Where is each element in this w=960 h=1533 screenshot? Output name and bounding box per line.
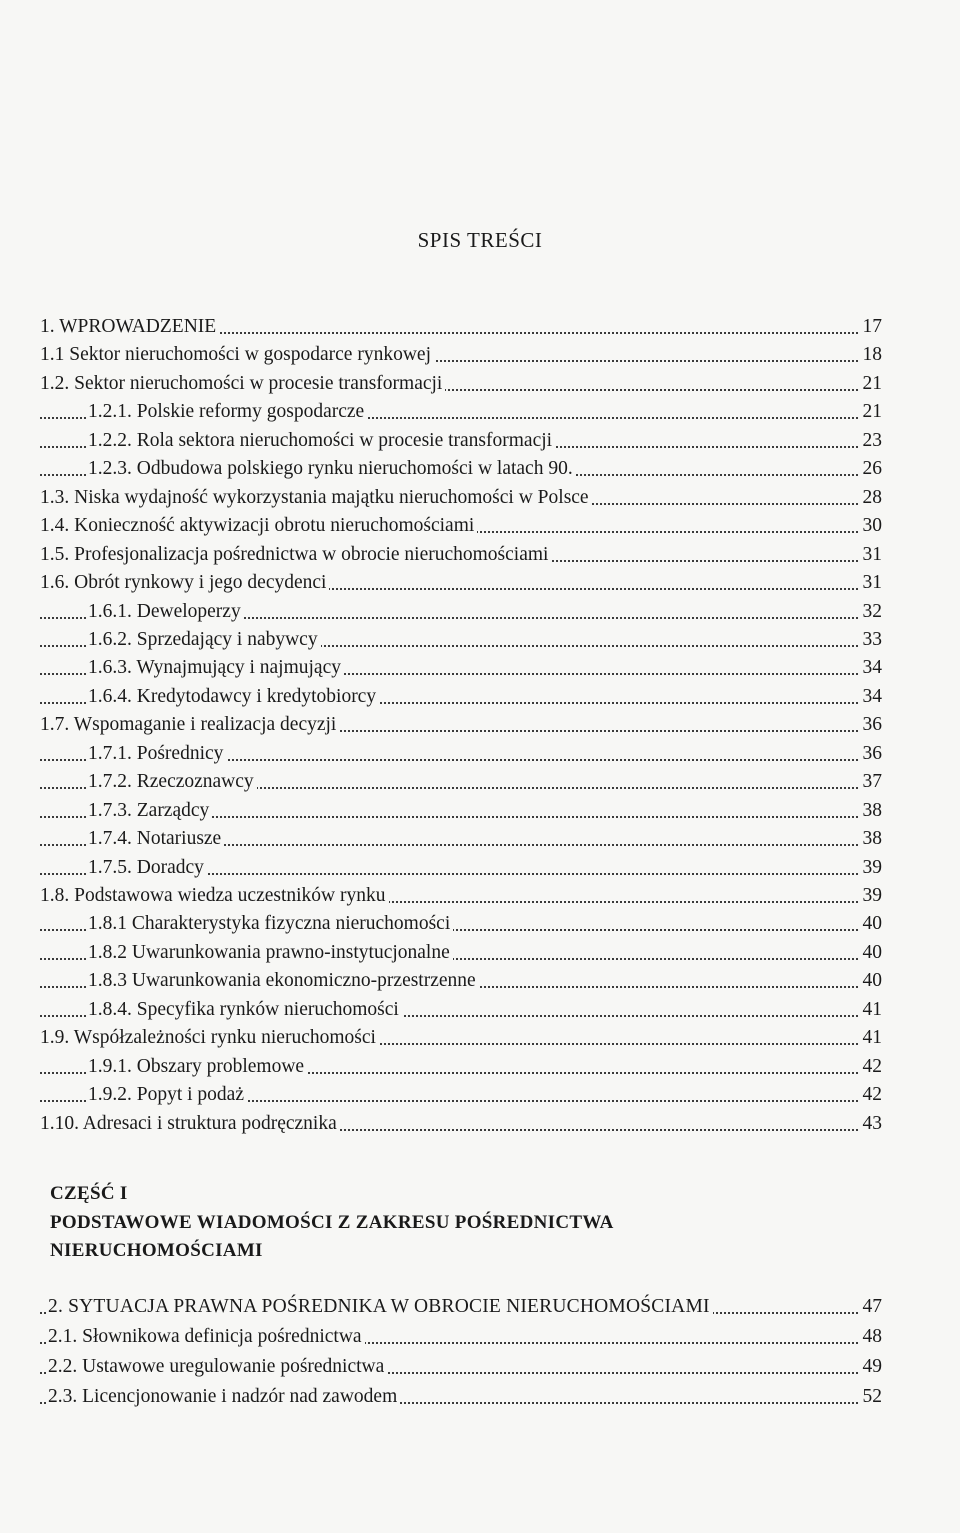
toc-entry xyxy=(0,655,960,681)
toc-entry xyxy=(0,968,960,994)
toc-entry-page: 41 xyxy=(860,1025,883,1051)
toc-entry-label: 2.1. Słownikowa definicja pośrednictwa xyxy=(48,1324,365,1350)
toc-entry-label: 1.7.5. Doradcy xyxy=(88,855,207,881)
toc-entry xyxy=(0,911,960,937)
toc-entry xyxy=(0,1082,960,1108)
part-heading-number: CZĘŚĆ I xyxy=(50,1183,128,1204)
toc-entry xyxy=(0,769,960,795)
toc-entry-page: 18 xyxy=(860,342,883,368)
toc-entry-label: 1.2.1. Polskie reformy gospodarcze xyxy=(88,399,367,425)
toc-entry-page: 32 xyxy=(860,599,883,625)
toc-entry-label: 1.6.3. Wynajmujący i najmujący xyxy=(88,655,344,681)
toc-entry xyxy=(0,456,960,482)
toc-entry-page: 41 xyxy=(860,997,883,1023)
toc-entry-label: 1.3. Niska wydajność wykorzystania majątku nieruchomości w Polsce xyxy=(40,485,592,511)
toc-entry-page: 37 xyxy=(860,769,883,795)
toc-entry-label: 1.1 Sektor nieruchomości w gospodarce rynkowej xyxy=(40,342,434,368)
toc-entry-page: 17 xyxy=(860,314,883,340)
toc-entry-page: 52 xyxy=(860,1384,883,1410)
toc-entry-label: 1.7.3. Zarządcy xyxy=(88,798,212,824)
toc-entry-page: 38 xyxy=(860,798,883,824)
toc-entry-label: 1.8.2 Uwarunkowania prawno-instytucjonalne xyxy=(88,940,453,966)
toc-entry-page: 36 xyxy=(860,741,883,767)
toc-entry-label: 1.10. Adresaci i struktura podręcznika xyxy=(40,1111,340,1137)
toc-entry-page: 26 xyxy=(860,456,883,482)
toc-entry-label: 1.8. Podstawowa wiedza uczestników rynku xyxy=(40,883,389,909)
toc-entry xyxy=(0,712,960,738)
toc-entry xyxy=(0,826,960,852)
toc-entry-page: 31 xyxy=(860,570,883,596)
toc-entry-page: 48 xyxy=(860,1324,883,1350)
toc-entry xyxy=(0,428,960,454)
toc-entry-label: 1.6. Obrót rynkowy i jego decydenci xyxy=(40,570,329,596)
toc-entry xyxy=(0,570,960,596)
part-heading-title-cont: NIERUCHOMOŚCIAMI xyxy=(50,1240,263,1261)
toc-entry xyxy=(0,940,960,966)
toc-entry xyxy=(0,599,960,625)
toc-entry-page: 36 xyxy=(860,712,883,738)
toc-entry xyxy=(0,1294,960,1320)
toc-entry-label: 1.7.2. Rzeczoznawcy xyxy=(88,769,257,795)
toc-entry xyxy=(0,314,960,340)
toc-entry xyxy=(0,513,960,539)
toc-entry xyxy=(0,798,960,824)
toc-entry xyxy=(0,627,960,653)
toc-entry-label: 1.7.1. Pośrednicy xyxy=(88,741,226,767)
toc-entry-page: 42 xyxy=(860,1054,883,1080)
toc-entry xyxy=(0,1111,960,1137)
toc-entry-page: 43 xyxy=(860,1111,883,1137)
toc-entry-page: 30 xyxy=(860,513,883,539)
toc-entry-label: 1.2. Sektor nieruchomości w procesie transformacji xyxy=(40,371,445,397)
toc-entry-page: 28 xyxy=(860,485,883,511)
toc-entry-label: 1.2.2. Rola sektora nieruchomości w procesie transformacji xyxy=(88,428,555,454)
toc-entry-label: 1.6.2. Sprzedający i nabywcy xyxy=(88,627,321,653)
toc-entry-label: 1.7. Wspomaganie i realizacja decyzji xyxy=(40,712,339,738)
toc-entry-label: 2.3. Licencjonowanie i nadzór nad zawodem xyxy=(48,1384,400,1410)
toc-entry-page: 38 xyxy=(860,826,883,852)
toc-entry xyxy=(0,399,960,425)
toc-entry-page: 39 xyxy=(860,855,883,881)
toc-entry-label: 1.6.1. Deweloperzy xyxy=(88,599,244,625)
toc-entry xyxy=(0,1384,960,1410)
toc-entry-page: 40 xyxy=(860,940,883,966)
toc-entry-page: 21 xyxy=(860,399,883,425)
toc-entry xyxy=(0,883,960,909)
toc-entry-label: 1.9.2. Popyt i podaż xyxy=(88,1082,247,1108)
part-heading-title: PODSTAWOWE WIADOMOŚCI Z ZAKRESU POŚREDNICTWA xyxy=(50,1212,614,1233)
toc-entry-label: 1.9. Współzależności rynku nieruchomości xyxy=(40,1025,379,1051)
toc-entry xyxy=(0,485,960,511)
toc-entry xyxy=(0,1025,960,1051)
toc-entry-page: 34 xyxy=(860,684,883,710)
toc-entry-page: 31 xyxy=(860,542,883,568)
toc-entry-page: 23 xyxy=(860,428,883,454)
toc-entry xyxy=(0,684,960,710)
toc-entry-page: 40 xyxy=(860,911,883,937)
toc-entry-label: 1.7.4. Notariusze xyxy=(88,826,224,852)
toc-entry-label: 1.4. Konieczność aktywizacji obrotu nieruchomościami xyxy=(40,513,477,539)
toc-entry-label: 1.8.1 Charakterystyka fizyczna nieruchomości xyxy=(88,911,453,937)
toc-entry-label: 2.2. Ustawowe uregulowanie pośrednictwa xyxy=(48,1354,387,1380)
toc-entry-label: 1.5. Profesjonalizacja pośrednictwa w obrocie nieruchomościami xyxy=(40,542,551,568)
toc-entry-label: 1.8.4. Specyfika rynków nieruchomości xyxy=(88,997,402,1023)
toc-entry-label: 1.8.3 Uwarunkowania ekonomiczno-przestrzenne xyxy=(88,968,479,994)
toc-entry-page: 39 xyxy=(860,883,883,909)
toc-entry-label: 1.9.1. Obszary problemowe xyxy=(88,1054,307,1080)
toc-entry-page: 34 xyxy=(860,655,883,681)
toc-entry xyxy=(0,342,960,368)
toc-entry xyxy=(0,997,960,1023)
toc-entry-label: 1. WPROWADZENIE xyxy=(40,314,219,340)
toc-entry-label: 1.2.3. Odbudowa polskiego rynku nieruchomości w latach 90. xyxy=(88,456,576,482)
toc-entry xyxy=(0,1054,960,1080)
toc-entry-label: 1.6.4. Kredytodawcy i kredytobiorcy xyxy=(88,684,379,710)
toc-entry xyxy=(0,741,960,767)
toc-entry-page: 33 xyxy=(860,627,883,653)
toc-entry-page: 49 xyxy=(860,1354,883,1380)
toc-entry-page: 40 xyxy=(860,968,883,994)
toc-entry-page: 47 xyxy=(860,1294,883,1320)
toc-entry xyxy=(0,542,960,568)
page-title: SPIS TREŚCI xyxy=(417,228,543,252)
toc-entry-page: 21 xyxy=(860,371,883,397)
toc-entry xyxy=(0,371,960,397)
toc-entry-page: 42 xyxy=(860,1082,883,1108)
toc-entry xyxy=(0,855,960,881)
toc-entry xyxy=(0,1354,960,1380)
toc-entry xyxy=(0,1324,960,1350)
toc-entry-label: 2. SYTUACJA PRAWNA POŚREDNIKA W OBROCIE NIERUCHOMOŚCIAMI xyxy=(48,1294,713,1320)
